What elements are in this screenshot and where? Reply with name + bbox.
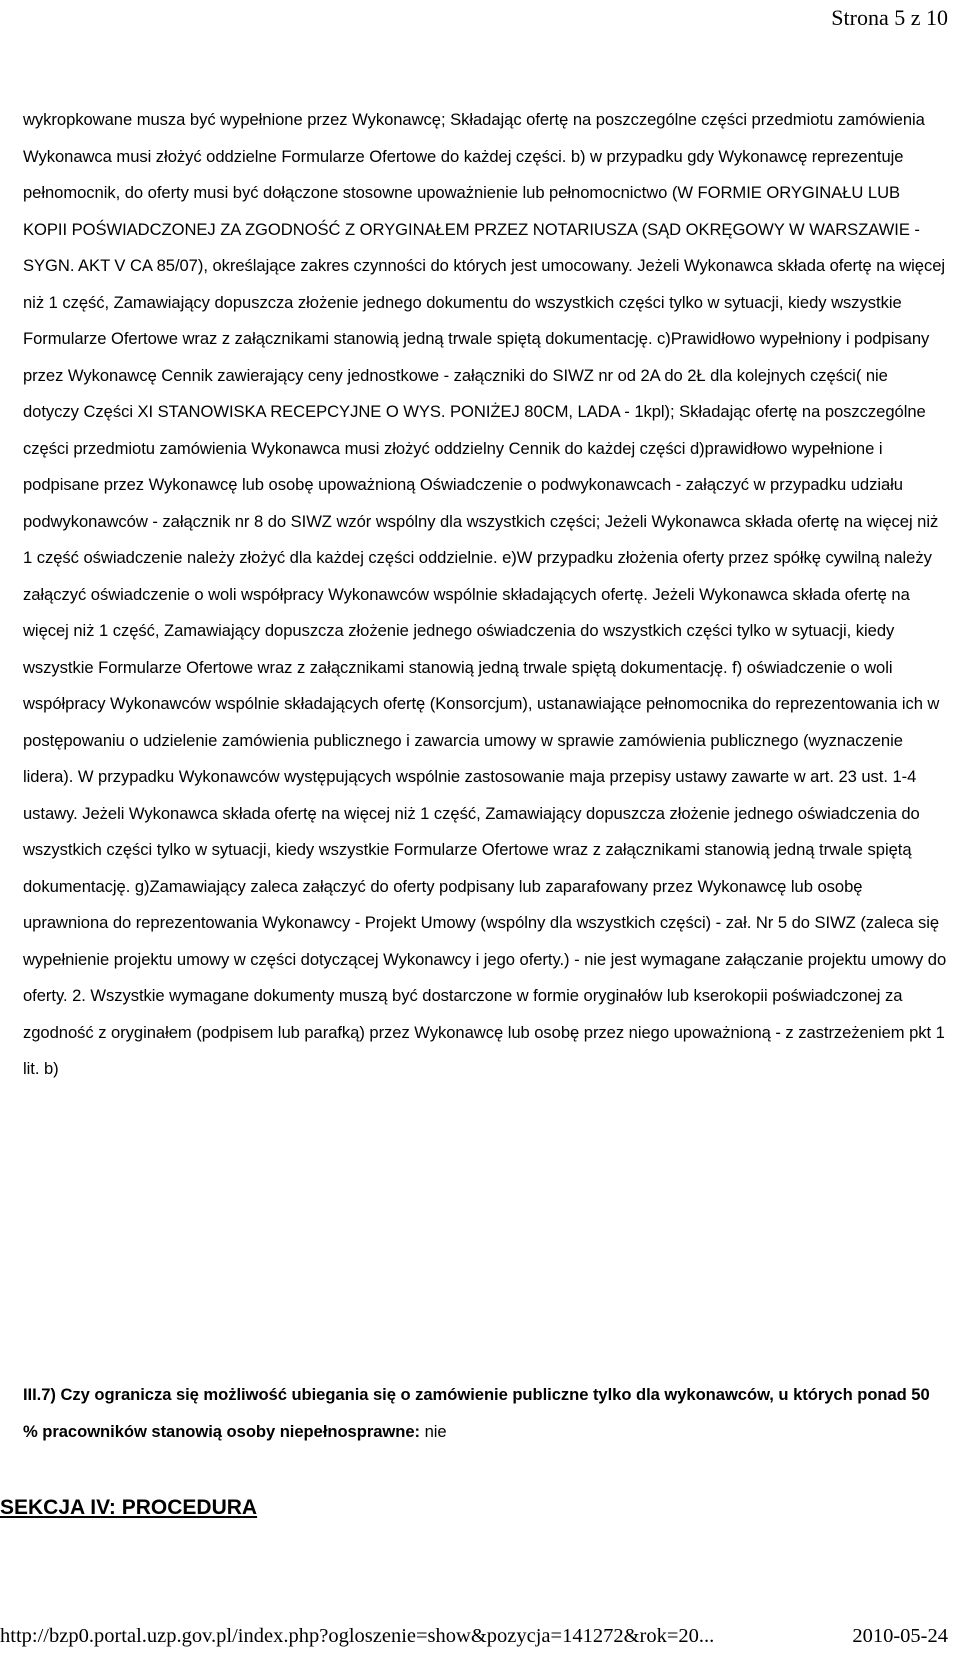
document-body <box>23 102 948 1088</box>
body-paragraph: wykropkowane musza być wypełnione przez Wykonawcę; Składając ofertę na poszczególne części przedmiotu zamówienia Wykonawca musi złożyć oddzielne Formularze Ofertowe do każdej części. b) w przypadku gdy Wykonawcę reprezentuje pełnomocnik, do oferty musi być dołączone stosowne upoważnienie lub pełnomocnictwo (W FORMIE ORYGINAŁU LUB KOPII POŚWIADCZONEJ ZA ZGODNOŚĆ Z ORYGINAŁEM PRZEZ NOTARIUSZA (SĄD OKRĘGOWY W WARSZAWIE - SYGN. AKT V CA 85/07), określające zakres czynności do których jest umocowany. Jeżeli Wykonawca składa ofertę na więcej niż 1 część, Zamawiający dopuszcza złożenie jednego dokumentu do wszystkich części tylko w sytuacji, kiedy wszystkie Formularze Ofertowe wraz z załącznikami stanowią jedną trwale spiętą dokumentację. c)Prawidłowo wypełniony i podpisany przez Wykonawcę Cennik zawierający ceny jednostkowe - załączniki do SIWZ nr od 2A do 2Ł dla kolejnych części( nie dotyczy Części XI STANOWISKA RECEPCYJNE O WYS. PONIŻEJ 80CM, LADA - 1kpl); Składając ofertę na poszczególne części przedmiotu zamówienia Wykonawca musi złożyć oddzielny Cennik do każdej części d)prawidłowo wypełnione i podpisane przez Wykonawcę lub osobę upoważnioną Oświadczenie o podwykonawcach - załączyć w przypadku udziału podwykonawców - załącznik nr 8 do SIWZ wzór wspólny dla wszystkich części; Jeżeli Wykonawca składa ofertę na więcej niż 1 część oświadczenie należy złożyć dla każdej części oddzielnie. e)W przypadku złożenia oferty przez spółkę cywilną należy załączyć oświadczenie o woli współpracy Wykonawców wspólnie składających ofertę. Jeżeli Wykonawca składa ofertę na więcej niż 1 część, Zamawiający dopuszcza złożenie jednego oświadczenia do wszystkich części tylko w sytuacji, kiedy wszystkie Formularze Ofertowe wraz z załącznikami stanowią jedną trwale spiętą dokumentację. f) oświadczenie o woli współpracy Wykonawców wspólnie składających ofertę (Konsorcjum), ustanawiające pełnomocnika do reprezentowania ich w postępowaniu o udzielenie zamówienia publicznego i zawarcia umowy w sprawie zamówienia publicznego (wyznaczenie lidera). W przypadku Wykonawców występujących wspólnie zastosowanie maja przepisy ustawy zawarte w art. 23 ust. 1-4 ustawy. Jeżeli Wykonawca składa ofertę na więcej niż 1 część, Zamawiający dopuszcza złożenie jednego oświadczenia do wszystkich części tylko w sytuacji, kiedy wszystkie Formularze Ofertowe wraz z załącznikami stanowią jedną trwale spiętą dokumentację. g)Zamawiający zaleca załączyć do oferty podpisany lub zaparafowany przez Wykonawcę lub osobę uprawniona do reprezentowania Wykonawcy - Projekt Umowy (wspólny dla wszystkich części) - zał. Nr 5 do SIWZ (zaleca się wypełnienie projektu umowy w części dotyczącej Wykonawcy i jego oferty.) - nie jest wymagane załączanie projektu umowy do oferty. 2. Wszystkie wymagane dokumenty muszą być dostarczone w formie oryginałów lub kserokopii poświadczonej za zgodność z oryginałem (podpisem lub parafką) przez Wykonawcę lub osobę przez niego upoważnioną - z zastrzeżeniem pkt 1 lit. b) <box>23 110 947 1078</box>
footer-url: http://bzp0.portal.uzp.gov.pl/index.php?ogloszenie=show&pozycja=141272&rok=20... <box>0 1625 715 1647</box>
question-answer: nie <box>424 1421 447 1441</box>
footer-date: 2010-05-24 <box>852 1625 948 1647</box>
section-heading: SEKCJA IV: PROCEDURA <box>0 1496 258 1519</box>
question-label: III.7) Czy ogranicza się możliwość ubiegania się o zamówienie publiczne tylko dla wykonawców, u których ponad 50 % pracowników stanowią osoby niepełnosprawne: <box>23 1385 930 1441</box>
page-number: Strona 5 z 10 <box>831 5 948 30</box>
question-iii-7 <box>23 1377 948 1450</box>
page-footer <box>0 1621 960 1654</box>
